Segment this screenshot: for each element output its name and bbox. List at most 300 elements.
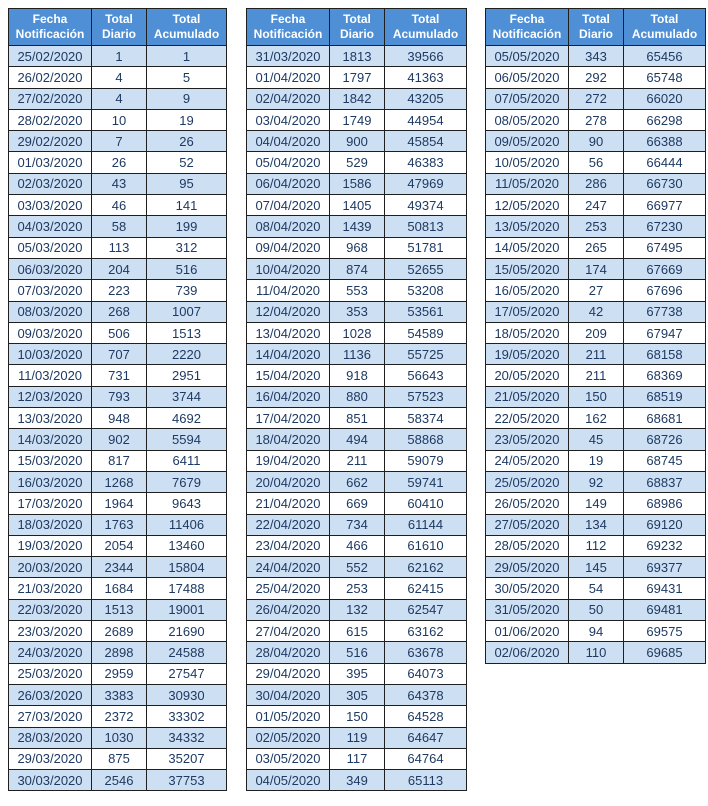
cell-total-diario: 134	[569, 514, 624, 535]
cell-fecha: 31/03/2020	[247, 46, 330, 67]
cell-total-diario: 902	[92, 429, 147, 450]
table-row	[9, 514, 227, 535]
cell-total-acumulado: 11406	[147, 514, 227, 535]
cell-total-diario: 265	[569, 237, 624, 258]
cell-total-diario: 734	[330, 514, 385, 535]
table-row	[486, 450, 706, 471]
table-row	[486, 578, 706, 599]
table-row	[486, 152, 706, 173]
cell-total-diario: 968	[330, 237, 385, 258]
cell-fecha: 07/04/2020	[247, 195, 330, 216]
cell-fecha: 13/03/2020	[9, 408, 92, 429]
cell-total-diario: 150	[330, 706, 385, 727]
cell-fecha: 11/03/2020	[9, 365, 92, 386]
cell-total-acumulado: 46383	[385, 152, 467, 173]
cell-fecha: 25/02/2020	[9, 46, 92, 67]
cell-total-diario: 2344	[92, 557, 147, 578]
cell-fecha: 08/03/2020	[9, 301, 92, 322]
cell-total-acumulado: 54589	[385, 322, 467, 343]
cell-total-acumulado: 43205	[385, 88, 467, 109]
cell-total-diario: 43	[92, 173, 147, 194]
table-row	[486, 216, 706, 237]
cell-total-acumulado: 3744	[147, 386, 227, 407]
table-row	[9, 450, 227, 471]
table-row	[9, 88, 227, 109]
cell-fecha: 27/04/2020	[247, 621, 330, 642]
cell-total-diario: 1405	[330, 195, 385, 216]
cell-total-diario: 92	[569, 471, 624, 492]
table-row	[9, 195, 227, 216]
cell-total-acumulado: 13460	[147, 535, 227, 556]
cell-fecha: 09/03/2020	[9, 322, 92, 343]
cell-fecha: 15/05/2020	[486, 258, 569, 279]
table-row	[247, 195, 467, 216]
cell-fecha: 25/05/2020	[486, 471, 569, 492]
table-row	[9, 109, 227, 130]
cell-fecha: 11/05/2020	[486, 173, 569, 194]
cell-total-acumulado: 59741	[385, 471, 467, 492]
cell-fecha: 29/04/2020	[247, 663, 330, 684]
cell-fecha: 14/05/2020	[486, 237, 569, 258]
table-row	[9, 46, 227, 67]
cell-total-diario: 113	[92, 237, 147, 258]
table-header-row	[247, 9, 467, 46]
table-row	[486, 301, 706, 322]
cell-fecha: 05/04/2020	[247, 152, 330, 173]
cell-fecha: 16/04/2020	[247, 386, 330, 407]
cell-total-diario: 1028	[330, 322, 385, 343]
cell-total-acumulado: 69481	[624, 599, 706, 620]
table-row	[9, 429, 227, 450]
cell-fecha: 21/04/2020	[247, 493, 330, 514]
table-row	[486, 493, 706, 514]
cell-total-diario: 1030	[92, 727, 147, 748]
cell-fecha: 23/03/2020	[9, 621, 92, 642]
cell-total-acumulado: 63162	[385, 621, 467, 642]
header-total-acumulado: Total Acumulado	[385, 9, 467, 46]
table-row	[486, 642, 706, 663]
cell-total-acumulado: 69575	[624, 621, 706, 642]
cell-total-diario: 2372	[92, 706, 147, 727]
table-row	[247, 770, 467, 791]
cell-fecha: 15/04/2020	[247, 365, 330, 386]
cell-fecha: 12/05/2020	[486, 195, 569, 216]
cell-total-diario: 211	[569, 365, 624, 386]
cell-fecha: 25/04/2020	[247, 578, 330, 599]
table-row	[247, 365, 467, 386]
table-row	[486, 237, 706, 258]
cell-total-diario: 54	[569, 578, 624, 599]
cell-fecha: 01/03/2020	[9, 152, 92, 173]
table-row	[9, 237, 227, 258]
cell-total-acumulado: 5	[147, 67, 227, 88]
table-row	[9, 684, 227, 705]
table-row	[247, 535, 467, 556]
header-fecha: Fecha Notificación	[9, 9, 92, 46]
cell-total-diario: 1268	[92, 471, 147, 492]
cell-fecha: 26/04/2020	[247, 599, 330, 620]
table-row	[9, 748, 227, 769]
cell-total-diario: 1763	[92, 514, 147, 535]
cell-total-diario: 174	[569, 258, 624, 279]
table-row	[486, 173, 706, 194]
cell-fecha: 06/05/2020	[486, 67, 569, 88]
cell-total-diario: 1813	[330, 46, 385, 67]
cell-total-acumulado: 34332	[147, 727, 227, 748]
cell-fecha: 11/04/2020	[247, 280, 330, 301]
cell-total-acumulado: 68369	[624, 365, 706, 386]
cell-fecha: 30/03/2020	[9, 770, 92, 791]
table-row	[486, 365, 706, 386]
table-row	[486, 514, 706, 535]
cell-total-acumulado: 58374	[385, 408, 467, 429]
table-row	[247, 67, 467, 88]
cell-total-acumulado: 64764	[385, 748, 467, 769]
cell-fecha: 16/03/2020	[9, 471, 92, 492]
cell-total-diario: 286	[569, 173, 624, 194]
cell-total-acumulado: 24588	[147, 642, 227, 663]
cell-total-diario: 204	[92, 258, 147, 279]
cell-total-diario: 223	[92, 280, 147, 301]
cell-fecha: 12/04/2020	[247, 301, 330, 322]
table-row	[247, 514, 467, 535]
cell-total-diario: 27	[569, 280, 624, 301]
header-total-acumulado: Total Acumulado	[624, 9, 706, 46]
cell-total-acumulado: 2951	[147, 365, 227, 386]
table-row	[9, 642, 227, 663]
cell-total-diario: 3383	[92, 684, 147, 705]
cell-total-diario: 211	[569, 344, 624, 365]
cell-fecha: 28/05/2020	[486, 535, 569, 556]
cell-total-diario: 2689	[92, 621, 147, 642]
cell-fecha: 26/02/2020	[9, 67, 92, 88]
table-row	[486, 557, 706, 578]
cell-total-acumulado: 739	[147, 280, 227, 301]
cell-fecha: 28/02/2020	[9, 109, 92, 130]
cell-total-acumulado: 52	[147, 152, 227, 173]
cell-total-diario: 150	[569, 386, 624, 407]
table-row	[247, 301, 467, 322]
table-row	[9, 322, 227, 343]
cell-fecha: 10/04/2020	[247, 258, 330, 279]
cell-total-acumulado: 35207	[147, 748, 227, 769]
table-row	[9, 344, 227, 365]
cell-fecha: 22/05/2020	[486, 408, 569, 429]
table-row	[247, 152, 467, 173]
cell-fecha: 02/05/2020	[247, 727, 330, 748]
cell-total-acumulado: 69232	[624, 535, 706, 556]
cell-fecha: 29/03/2020	[9, 748, 92, 769]
cell-total-acumulado: 44954	[385, 109, 467, 130]
cell-fecha: 10/05/2020	[486, 152, 569, 173]
cell-fecha: 02/04/2020	[247, 88, 330, 109]
table-row	[9, 280, 227, 301]
cell-fecha: 14/03/2020	[9, 429, 92, 450]
cell-total-acumulado: 57523	[385, 386, 467, 407]
cell-total-acumulado: 62547	[385, 599, 467, 620]
table-row	[9, 599, 227, 620]
cell-total-diario: 1439	[330, 216, 385, 237]
cell-total-acumulado: 63678	[385, 642, 467, 663]
table-row	[247, 322, 467, 343]
cell-fecha: 01/05/2020	[247, 706, 330, 727]
cell-total-acumulado: 68158	[624, 344, 706, 365]
cell-total-diario: 1136	[330, 344, 385, 365]
table-row	[247, 642, 467, 663]
cell-total-diario: 874	[330, 258, 385, 279]
cell-total-diario: 2054	[92, 535, 147, 556]
table-row	[486, 344, 706, 365]
table-row	[9, 152, 227, 173]
table-row	[247, 88, 467, 109]
table-row	[9, 557, 227, 578]
cell-total-diario: 145	[569, 557, 624, 578]
cell-total-acumulado: 66020	[624, 88, 706, 109]
table-row	[9, 131, 227, 152]
cell-total-acumulado: 66977	[624, 195, 706, 216]
cell-fecha: 13/04/2020	[247, 322, 330, 343]
cell-total-acumulado: 199	[147, 216, 227, 237]
table-row	[9, 408, 227, 429]
cell-fecha: 07/03/2020	[9, 280, 92, 301]
table-row	[9, 663, 227, 684]
cell-fecha: 25/03/2020	[9, 663, 92, 684]
table-row	[9, 173, 227, 194]
cell-total-diario: 1513	[92, 599, 147, 620]
table-row	[9, 67, 227, 88]
cell-fecha: 27/03/2020	[9, 706, 92, 727]
table-row	[247, 599, 467, 620]
table-row	[486, 195, 706, 216]
cell-fecha: 23/04/2020	[247, 535, 330, 556]
cell-total-diario: 851	[330, 408, 385, 429]
table-row	[486, 46, 706, 67]
cell-fecha: 28/04/2020	[247, 642, 330, 663]
cell-total-acumulado: 141	[147, 195, 227, 216]
table-row	[486, 258, 706, 279]
cell-total-diario: 10	[92, 109, 147, 130]
cell-fecha: 01/06/2020	[486, 621, 569, 642]
cell-total-acumulado: 60410	[385, 493, 467, 514]
cell-total-acumulado: 45854	[385, 131, 467, 152]
cell-total-diario: 117	[330, 748, 385, 769]
cell-total-acumulado: 1513	[147, 322, 227, 343]
cell-total-acumulado: 53208	[385, 280, 467, 301]
cell-fecha: 12/03/2020	[9, 386, 92, 407]
table-row	[9, 258, 227, 279]
table-row	[486, 67, 706, 88]
cell-total-diario: 1749	[330, 109, 385, 130]
cell-total-diario: 553	[330, 280, 385, 301]
table-row	[247, 471, 467, 492]
table-row	[247, 429, 467, 450]
cell-total-diario: 552	[330, 557, 385, 578]
cell-fecha: 21/03/2020	[9, 578, 92, 599]
table-row	[9, 216, 227, 237]
cell-total-diario: 94	[569, 621, 624, 642]
cell-total-acumulado: 67669	[624, 258, 706, 279]
cell-total-acumulado: 19	[147, 109, 227, 130]
table-row	[486, 88, 706, 109]
cell-fecha: 24/04/2020	[247, 557, 330, 578]
cell-total-diario: 247	[569, 195, 624, 216]
table-row	[247, 216, 467, 237]
table-row	[486, 535, 706, 556]
cell-fecha: 10/03/2020	[9, 344, 92, 365]
table-row	[247, 621, 467, 642]
cell-total-acumulado: 68519	[624, 386, 706, 407]
cell-total-acumulado: 37753	[147, 770, 227, 791]
cell-total-diario: 506	[92, 322, 147, 343]
cell-total-acumulado: 67696	[624, 280, 706, 301]
table-row	[247, 557, 467, 578]
cell-total-diario: 662	[330, 471, 385, 492]
cell-total-acumulado: 95	[147, 173, 227, 194]
table-row	[247, 280, 467, 301]
cell-fecha: 19/03/2020	[9, 535, 92, 556]
cell-total-diario: 253	[569, 216, 624, 237]
cell-fecha: 20/05/2020	[486, 365, 569, 386]
cell-total-diario: 395	[330, 663, 385, 684]
table-row	[9, 535, 227, 556]
cell-total-acumulado: 62415	[385, 578, 467, 599]
cell-total-diario: 516	[330, 642, 385, 663]
cell-total-diario: 45	[569, 429, 624, 450]
table-row	[247, 684, 467, 705]
cell-total-acumulado: 7679	[147, 471, 227, 492]
cell-total-acumulado: 68745	[624, 450, 706, 471]
table-row	[247, 46, 467, 67]
cell-total-acumulado: 27547	[147, 663, 227, 684]
cell-total-acumulado: 68681	[624, 408, 706, 429]
cell-total-diario: 494	[330, 429, 385, 450]
cell-fecha: 09/05/2020	[486, 131, 569, 152]
table-row	[247, 727, 467, 748]
cell-total-diario: 26	[92, 152, 147, 173]
cell-fecha: 15/03/2020	[9, 450, 92, 471]
cell-total-acumulado: 30930	[147, 684, 227, 705]
cell-fecha: 19/04/2020	[247, 450, 330, 471]
table-row	[247, 450, 467, 471]
cell-total-acumulado: 516	[147, 258, 227, 279]
cell-fecha: 01/04/2020	[247, 67, 330, 88]
cell-total-acumulado: 52655	[385, 258, 467, 279]
cell-fecha: 14/04/2020	[247, 344, 330, 365]
cell-total-acumulado: 26	[147, 131, 227, 152]
table-row	[9, 301, 227, 322]
cell-fecha: 06/04/2020	[247, 173, 330, 194]
cell-total-diario: 112	[569, 535, 624, 556]
table-row	[486, 386, 706, 407]
table-row	[247, 237, 467, 258]
cell-total-acumulado: 312	[147, 237, 227, 258]
cell-fecha: 17/04/2020	[247, 408, 330, 429]
table-row	[486, 131, 706, 152]
cell-fecha: 13/05/2020	[486, 216, 569, 237]
cell-total-acumulado: 65456	[624, 46, 706, 67]
cell-fecha: 22/04/2020	[247, 514, 330, 535]
cell-fecha: 30/05/2020	[486, 578, 569, 599]
cell-total-diario: 466	[330, 535, 385, 556]
header-total-diario: Total Diario	[92, 9, 147, 46]
cell-total-diario: 253	[330, 578, 385, 599]
cell-total-acumulado: 17488	[147, 578, 227, 599]
cell-fecha: 18/05/2020	[486, 322, 569, 343]
cell-total-diario: 209	[569, 322, 624, 343]
cell-total-acumulado: 21690	[147, 621, 227, 642]
cell-total-diario: 1964	[92, 493, 147, 514]
table-row	[486, 599, 706, 620]
cell-total-diario: 90	[569, 131, 624, 152]
cell-total-acumulado: 49374	[385, 195, 467, 216]
cell-total-acumulado: 53561	[385, 301, 467, 322]
cell-total-acumulado: 66730	[624, 173, 706, 194]
table-row	[9, 386, 227, 407]
cell-total-acumulado: 41363	[385, 67, 467, 88]
cell-total-diario: 272	[569, 88, 624, 109]
cell-fecha: 29/02/2020	[9, 131, 92, 152]
cell-total-diario: 278	[569, 109, 624, 130]
cell-total-diario: 731	[92, 365, 147, 386]
cell-total-acumulado: 68726	[624, 429, 706, 450]
cell-total-acumulado: 9643	[147, 493, 227, 514]
cell-total-acumulado: 39566	[385, 46, 467, 67]
cell-total-diario: 162	[569, 408, 624, 429]
table-row	[9, 365, 227, 386]
cell-total-diario: 305	[330, 684, 385, 705]
table-row	[247, 706, 467, 727]
cell-total-diario: 1586	[330, 173, 385, 194]
table-row	[9, 727, 227, 748]
cell-total-diario: 817	[92, 450, 147, 471]
cell-fecha: 30/04/2020	[247, 684, 330, 705]
cell-total-acumulado: 58868	[385, 429, 467, 450]
cell-total-diario: 900	[330, 131, 385, 152]
cell-fecha: 19/05/2020	[486, 344, 569, 365]
cases-table-1	[8, 8, 227, 791]
cell-fecha: 06/03/2020	[9, 258, 92, 279]
cell-total-acumulado: 4692	[147, 408, 227, 429]
cell-total-acumulado: 67738	[624, 301, 706, 322]
table-row	[247, 663, 467, 684]
cell-total-diario: 149	[569, 493, 624, 514]
table-row	[247, 173, 467, 194]
table-row	[9, 770, 227, 791]
cell-total-diario: 110	[569, 642, 624, 663]
cell-total-diario: 50	[569, 599, 624, 620]
cell-total-diario: 2898	[92, 642, 147, 663]
cell-total-diario: 529	[330, 152, 385, 173]
cell-total-diario: 58	[92, 216, 147, 237]
cell-total-diario: 268	[92, 301, 147, 322]
table-row	[247, 258, 467, 279]
table-row	[247, 408, 467, 429]
cell-total-acumulado: 33302	[147, 706, 227, 727]
table-row	[9, 706, 227, 727]
cell-total-acumulado: 2220	[147, 344, 227, 365]
cell-total-diario: 7	[92, 131, 147, 152]
header-total-acumulado: Total Acumulado	[147, 9, 227, 46]
cell-total-acumulado: 5594	[147, 429, 227, 450]
cell-total-diario: 2546	[92, 770, 147, 791]
table-header-row	[9, 9, 227, 46]
cell-fecha: 09/04/2020	[247, 237, 330, 258]
cell-fecha: 05/05/2020	[486, 46, 569, 67]
cell-total-acumulado: 6411	[147, 450, 227, 471]
cell-fecha: 17/03/2020	[9, 493, 92, 514]
cell-total-diario: 615	[330, 621, 385, 642]
cell-fecha: 02/06/2020	[486, 642, 569, 663]
